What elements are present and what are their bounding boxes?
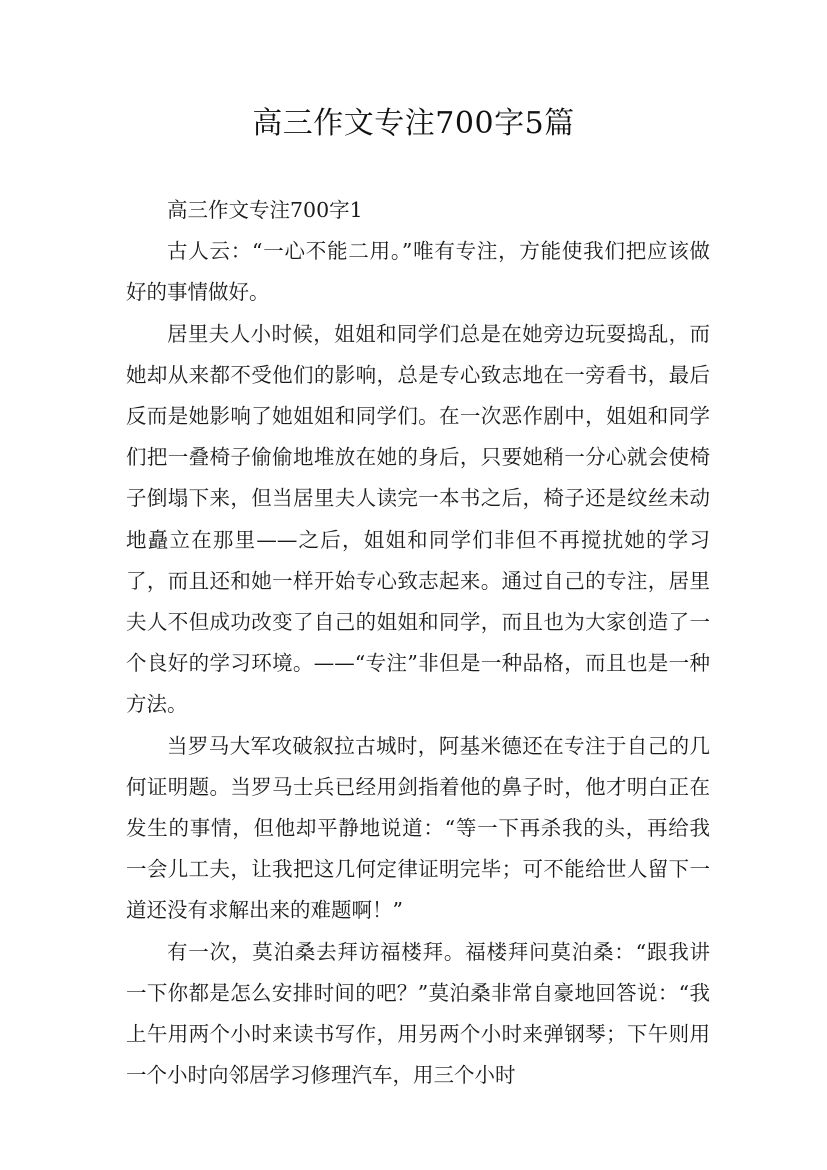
paragraph-3: 当罗马大军攻破叙拉古城时，阿基米德还在专注于自己的几何证明题。当罗马士兵已经用剑指着他的鼻子时，他才明白正在发生的事情，但他却平静地说道：“等一下再杀我的头，再给我一会儿工夫，让我把这几何定律证明完毕；可不能给世人留下一道还没有求解出来的难题啊！”	[126, 733, 710, 923]
page-title: 高三作文专注700字5篇	[252, 106, 575, 141]
paragraph-2: 居里夫人小时候，姐姐和同学们总是在她旁边玩耍捣乱，而她却从来都不受他们的影响，总是专心致志地在一旁看书，最后反而是她影响了她姐姐和同学们。在一次恶作剧中，姐姐和同学们把一叠椅子偷偷地堆放在她的身后，只要她稍一分心就会使椅子倒塌下来，但当居里夫人读完一本书之后，椅子还是纹丝未动地矗立在那里——之后，姐姐和同学们非但不再搅扰她的学习了，而且还和她一样开始专心致志起来。通过自己的专注，居里夫人不但成功改变了自己的姐姐和同学，而且也为大家创造了一个良好的学习环境。——“专注”非但是一种品格，而且也是一种方法。	[126, 321, 710, 717]
document-body	[126, 190, 710, 1096]
paragraph-4: 有一次，莫泊桑去拜访福楼拜。福楼拜问莫泊桑：“跟我讲一下你都是怎么安排时间的吧？”莫泊桑非常自豪地回答说：“我上午用两个小时来读书写作，用另两个小时来弹钢琴；下午则用一个小时向邻居学习修理汽车，用三个小时	[126, 939, 710, 1088]
paragraph-1: 古人云：“一心不能二用。”唯有专注，方能使我们把应该做好的事情做好。	[126, 239, 710, 305]
essay-subtitle: 高三作文专注700字1	[167, 198, 363, 222]
